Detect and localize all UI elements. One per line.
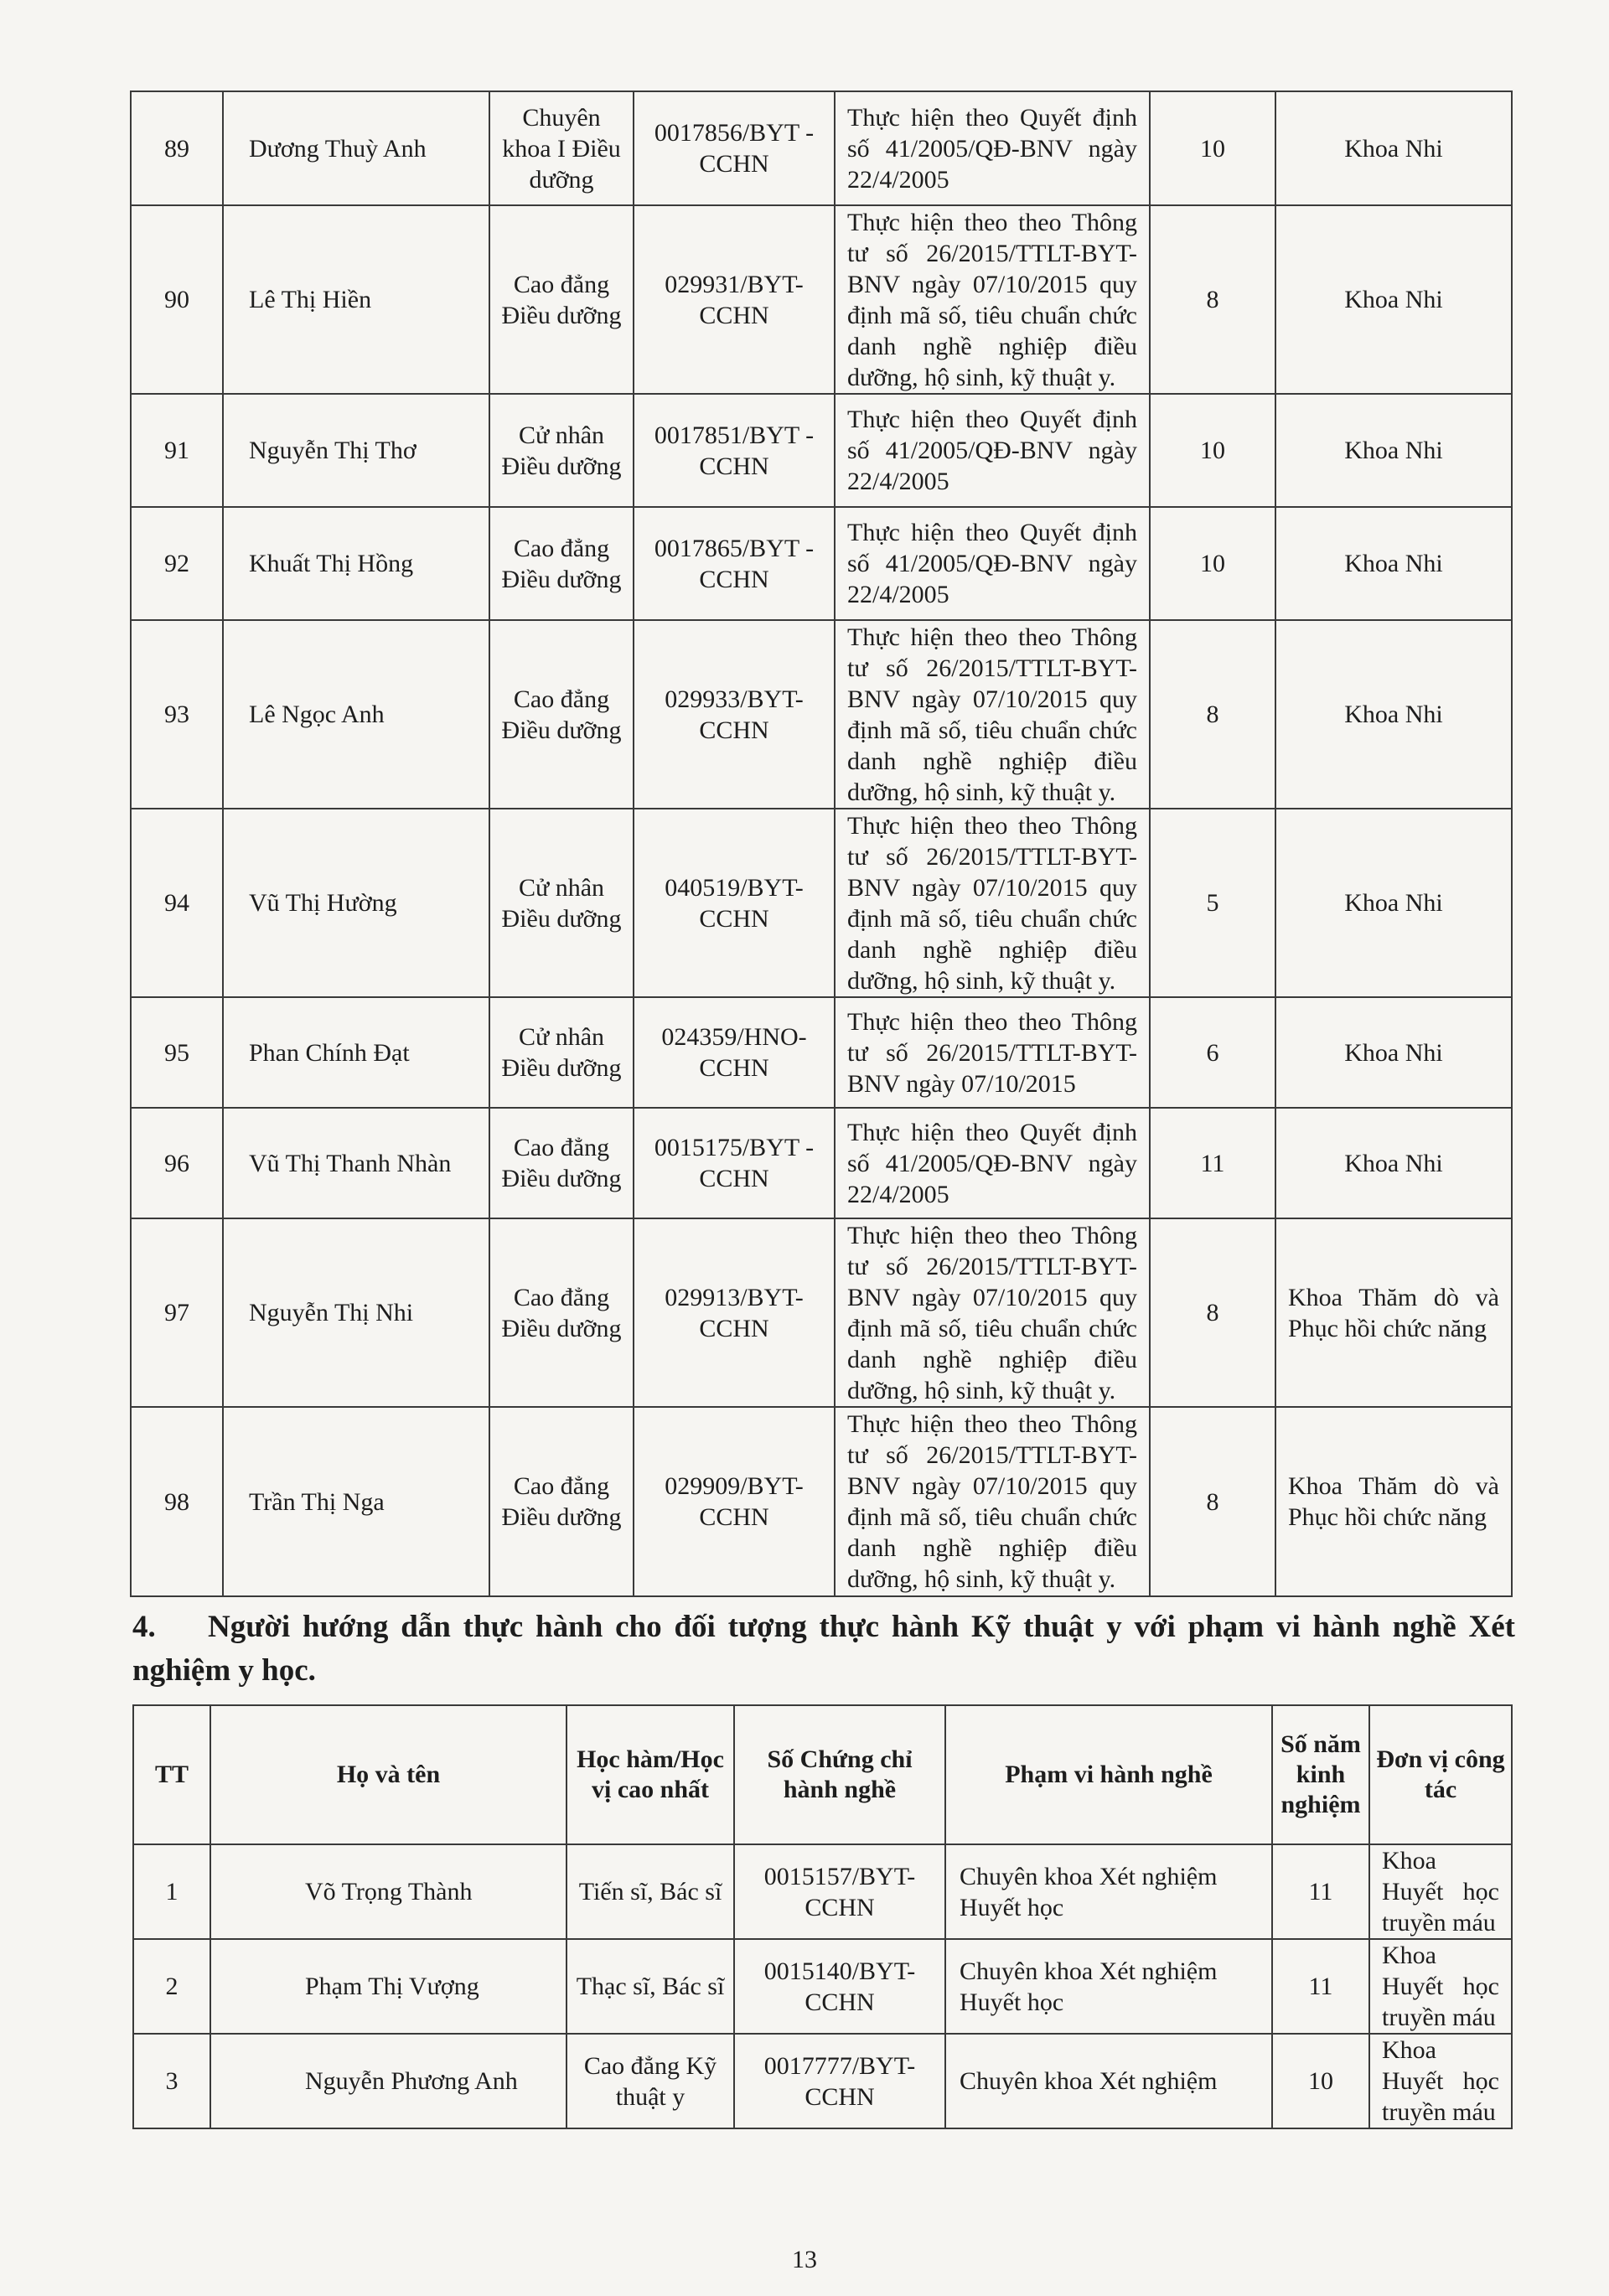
header-years: Số năm kinh nghiệm	[1272, 1705, 1369, 1844]
row-cert: 029909/BYT-CCHN	[634, 1407, 835, 1596]
row-scope: Thực hiện theo Quyết định số 41/2005/QĐ-BNV ngày 22/4/2005	[835, 1108, 1150, 1218]
row-scope: Thực hiện theo theo Thông tư số 26/2015/TTLT-BYT-BNV ngày 07/10/2015	[835, 997, 1150, 1108]
row-years: 8	[1150, 1218, 1275, 1407]
row-scope: Thực hiện theo theo Thông tư số 26/2015/TTLT-BYT-BNV ngày 07/10/2015 quy định mã số, tiêu chuẩn chức danh nghề nghiệp điều dưỡng, hộ sinh, kỹ thuật y.	[835, 620, 1150, 809]
row-name: Nguyễn Phương Anh	[210, 2034, 567, 2128]
row-cert: 024359/HNO-CCHN	[634, 997, 835, 1108]
row-years: 10	[1150, 394, 1275, 507]
row-cert: 0015157/BYT-CCHN	[734, 1844, 945, 1939]
row-tt: 2	[133, 1939, 210, 2034]
row-cert: 040519/BYT-CCHN	[634, 809, 835, 997]
row-tt: 1	[133, 1844, 210, 1939]
row-years: 6	[1150, 997, 1275, 1108]
row-years: 8	[1150, 1407, 1275, 1596]
table-row	[131, 91, 1512, 205]
row-name: Nguyễn Thị Thơ	[223, 394, 489, 507]
row-scope: Chuyên khoa Xét nghiệm Huyết học	[945, 1844, 1272, 1939]
row-tt: 94	[131, 809, 223, 997]
row-cert: 0017856/BYT -CCHN	[634, 91, 835, 205]
table-row	[131, 205, 1512, 394]
header-cert: Số Chứng chỉ hành nghề	[734, 1705, 945, 1844]
row-name: Khuất Thị Hồng	[223, 507, 489, 620]
section-number: 4.	[132, 1610, 156, 1644]
row-tt: 98	[131, 1407, 223, 1596]
row-tt: 3	[133, 2034, 210, 2128]
row-unit: Khoa Huyết học truyền máu	[1369, 1844, 1512, 1939]
row-name: Vũ Thị Thanh Nhàn	[223, 1108, 489, 1218]
row-tt: 90	[131, 205, 223, 394]
table-header-row	[133, 1705, 1512, 1844]
row-degree: Tiến sĩ, Bác sĩ	[567, 1844, 734, 1939]
row-cert: 029933/BYT-CCHN	[634, 620, 835, 809]
row-tt: 96	[131, 1108, 223, 1218]
row-years: 11	[1272, 1939, 1369, 2034]
row-name: Phan Chính Đạt	[223, 997, 489, 1108]
row-degree: Cao đẳng Điều dưỡng	[489, 1108, 634, 1218]
row-scope: Thực hiện theo theo Thông tư số 26/2015/TTLT-BYT-BNV ngày 07/10/2015 quy định mã số, tiêu chuẩn chức danh nghề nghiệp điều dưỡng, hộ sinh, kỹ thuật y.	[835, 1407, 1150, 1596]
row-unit: Khoa Nhi	[1275, 91, 1512, 205]
row-years: 10	[1150, 507, 1275, 620]
row-tt: 92	[131, 507, 223, 620]
table-row	[133, 1844, 1512, 1939]
table-row	[131, 1108, 1512, 1218]
row-years: 8	[1150, 620, 1275, 809]
row-years: 11	[1150, 1108, 1275, 1218]
row-unit: Khoa Nhi	[1275, 997, 1512, 1108]
row-years: 8	[1150, 205, 1275, 394]
row-degree: Cao đẳng Điều dưỡng	[489, 1407, 634, 1596]
row-tt: 89	[131, 91, 223, 205]
table-row	[131, 997, 1512, 1108]
row-tt: 97	[131, 1218, 223, 1407]
row-years: 10	[1150, 91, 1275, 205]
row-unit: Khoa Nhi	[1275, 1108, 1512, 1218]
row-scope: Thực hiện theo theo Thông tư số 26/2015/TTLT-BYT-BNV ngày 07/10/2015 quy định mã số, tiêu chuẩn chức danh nghề nghiệp điều dưỡng, hộ sinh, kỹ thuật y.	[835, 809, 1150, 997]
header-unit: Đơn vị công tác	[1369, 1705, 1512, 1844]
row-scope: Thực hiện theo Quyết định số 41/2005/QĐ-BNV ngày 22/4/2005	[835, 507, 1150, 620]
row-name: Dương Thuỳ Anh	[223, 91, 489, 205]
row-name: Phạm Thị Vượng	[210, 1939, 567, 2034]
row-scope: Thực hiện theo theo Thông tư số 26/2015/TTLT-BYT-BNV ngày 07/10/2015 quy định mã số, tiêu chuẩn chức danh nghề nghiệp điều dưỡng, hộ sinh, kỹ thuật y.	[835, 1218, 1150, 1407]
row-unit: Khoa Nhi	[1275, 394, 1512, 507]
row-scope: Thực hiện theo theo Thông tư số 26/2015/TTLT-BYT-BNV ngày 07/10/2015 quy định mã số, tiêu chuẩn chức danh nghề nghiệp điều dưỡng, hộ sinh, kỹ thuật y.	[835, 205, 1150, 394]
row-degree: Cao đẳng Kỹ thuật y	[567, 2034, 734, 2128]
table-row	[131, 1218, 1512, 1407]
row-years: 5	[1150, 809, 1275, 997]
table-row	[131, 809, 1512, 997]
row-degree: Cao đẳng Điều dưỡng	[489, 205, 634, 394]
header-name: Họ và tên	[210, 1705, 567, 1844]
table-row	[131, 1407, 1512, 1596]
row-degree: Cao đẳng Điều dưỡng	[489, 507, 634, 620]
row-years: 11	[1272, 1844, 1369, 1939]
header-degree: Học hàm/Học vị cao nhất	[567, 1705, 734, 1844]
row-unit: Khoa Thăm dò và Phục hồi chức năng	[1275, 1407, 1512, 1596]
row-tt: 95	[131, 997, 223, 1108]
row-cert: 0017777/BYT-CCHN	[734, 2034, 945, 2128]
row-degree: Cử nhân Điều dưỡng	[489, 997, 634, 1108]
row-cert: 0017851/BYT -CCHN	[634, 394, 835, 507]
row-unit: Khoa Nhi	[1275, 620, 1512, 809]
row-unit: Khoa Nhi	[1275, 507, 1512, 620]
page-number: 13	[792, 2246, 817, 2273]
row-scope: Chuyên khoa Xét nghiệm	[945, 2034, 1272, 2128]
table-row	[131, 507, 1512, 620]
row-unit: Khoa Thăm dò và Phục hồi chức năng	[1275, 1218, 1512, 1407]
row-cert: 0015140/BYT-CCHN	[734, 1939, 945, 2034]
section-title: Người hướng dẫn thực hành cho đối tượng thực hành Kỹ thuật y với phạm vi hành nghề Xét nghiệm y học.	[132, 1610, 1515, 1688]
row-name: Lê Thị Hiền	[223, 205, 489, 394]
row-cert: 0017865/BYT -CCHN	[634, 507, 835, 620]
row-unit: Khoa Huyết học truyền máu	[1369, 2034, 1512, 2128]
section-heading	[132, 1606, 1515, 1693]
table-row	[131, 394, 1512, 507]
row-degree: Thạc sĩ, Bác sĩ	[567, 1939, 734, 2034]
row-cert: 029913/BYT-CCHN	[634, 1218, 835, 1407]
lab-practitioner-table	[132, 1704, 1513, 2129]
header-scope: Phạm vi hành nghề	[945, 1705, 1272, 1844]
row-degree: Cử nhân Điều dưỡng	[489, 394, 634, 507]
row-name: Lê Ngọc Anh	[223, 620, 489, 809]
row-cert: 0015175/BYT -CCHN	[634, 1108, 835, 1218]
row-unit: Khoa Nhi	[1275, 205, 1512, 394]
row-name: Nguyễn Thị Nhi	[223, 1218, 489, 1407]
row-name: Trần Thị Nga	[223, 1407, 489, 1596]
row-name: Võ Trọng Thành	[210, 1844, 567, 1939]
row-scope: Thực hiện theo Quyết định số 41/2005/QĐ-BNV ngày 22/4/2005	[835, 91, 1150, 205]
row-tt: 91	[131, 394, 223, 507]
row-degree: Chuyên khoa I Điều dưỡng	[489, 91, 634, 205]
row-unit: Khoa Nhi	[1275, 809, 1512, 997]
row-name: Vũ Thị Hường	[223, 809, 489, 997]
practitioner-table-continued	[130, 90, 1513, 1597]
row-years: 10	[1272, 2034, 1369, 2128]
row-tt: 93	[131, 620, 223, 809]
table-row	[133, 1939, 1512, 2034]
table-row	[131, 620, 1512, 809]
row-degree: Cử nhân Điều dưỡng	[489, 809, 634, 997]
table-row	[133, 2034, 1512, 2128]
row-scope: Thực hiện theo Quyết định số 41/2005/QĐ-BNV ngày 22/4/2005	[835, 394, 1150, 507]
row-cert: 029931/BYT-CCHN	[634, 205, 835, 394]
row-degree: Cao đẳng Điều dưỡng	[489, 1218, 634, 1407]
row-unit: Khoa Huyết học truyền máu	[1369, 1939, 1512, 2034]
row-scope: Chuyên khoa Xét nghiệm Huyết học	[945, 1939, 1272, 2034]
header-tt: TT	[133, 1705, 210, 1844]
row-degree: Cao đẳng Điều dưỡng	[489, 620, 634, 809]
